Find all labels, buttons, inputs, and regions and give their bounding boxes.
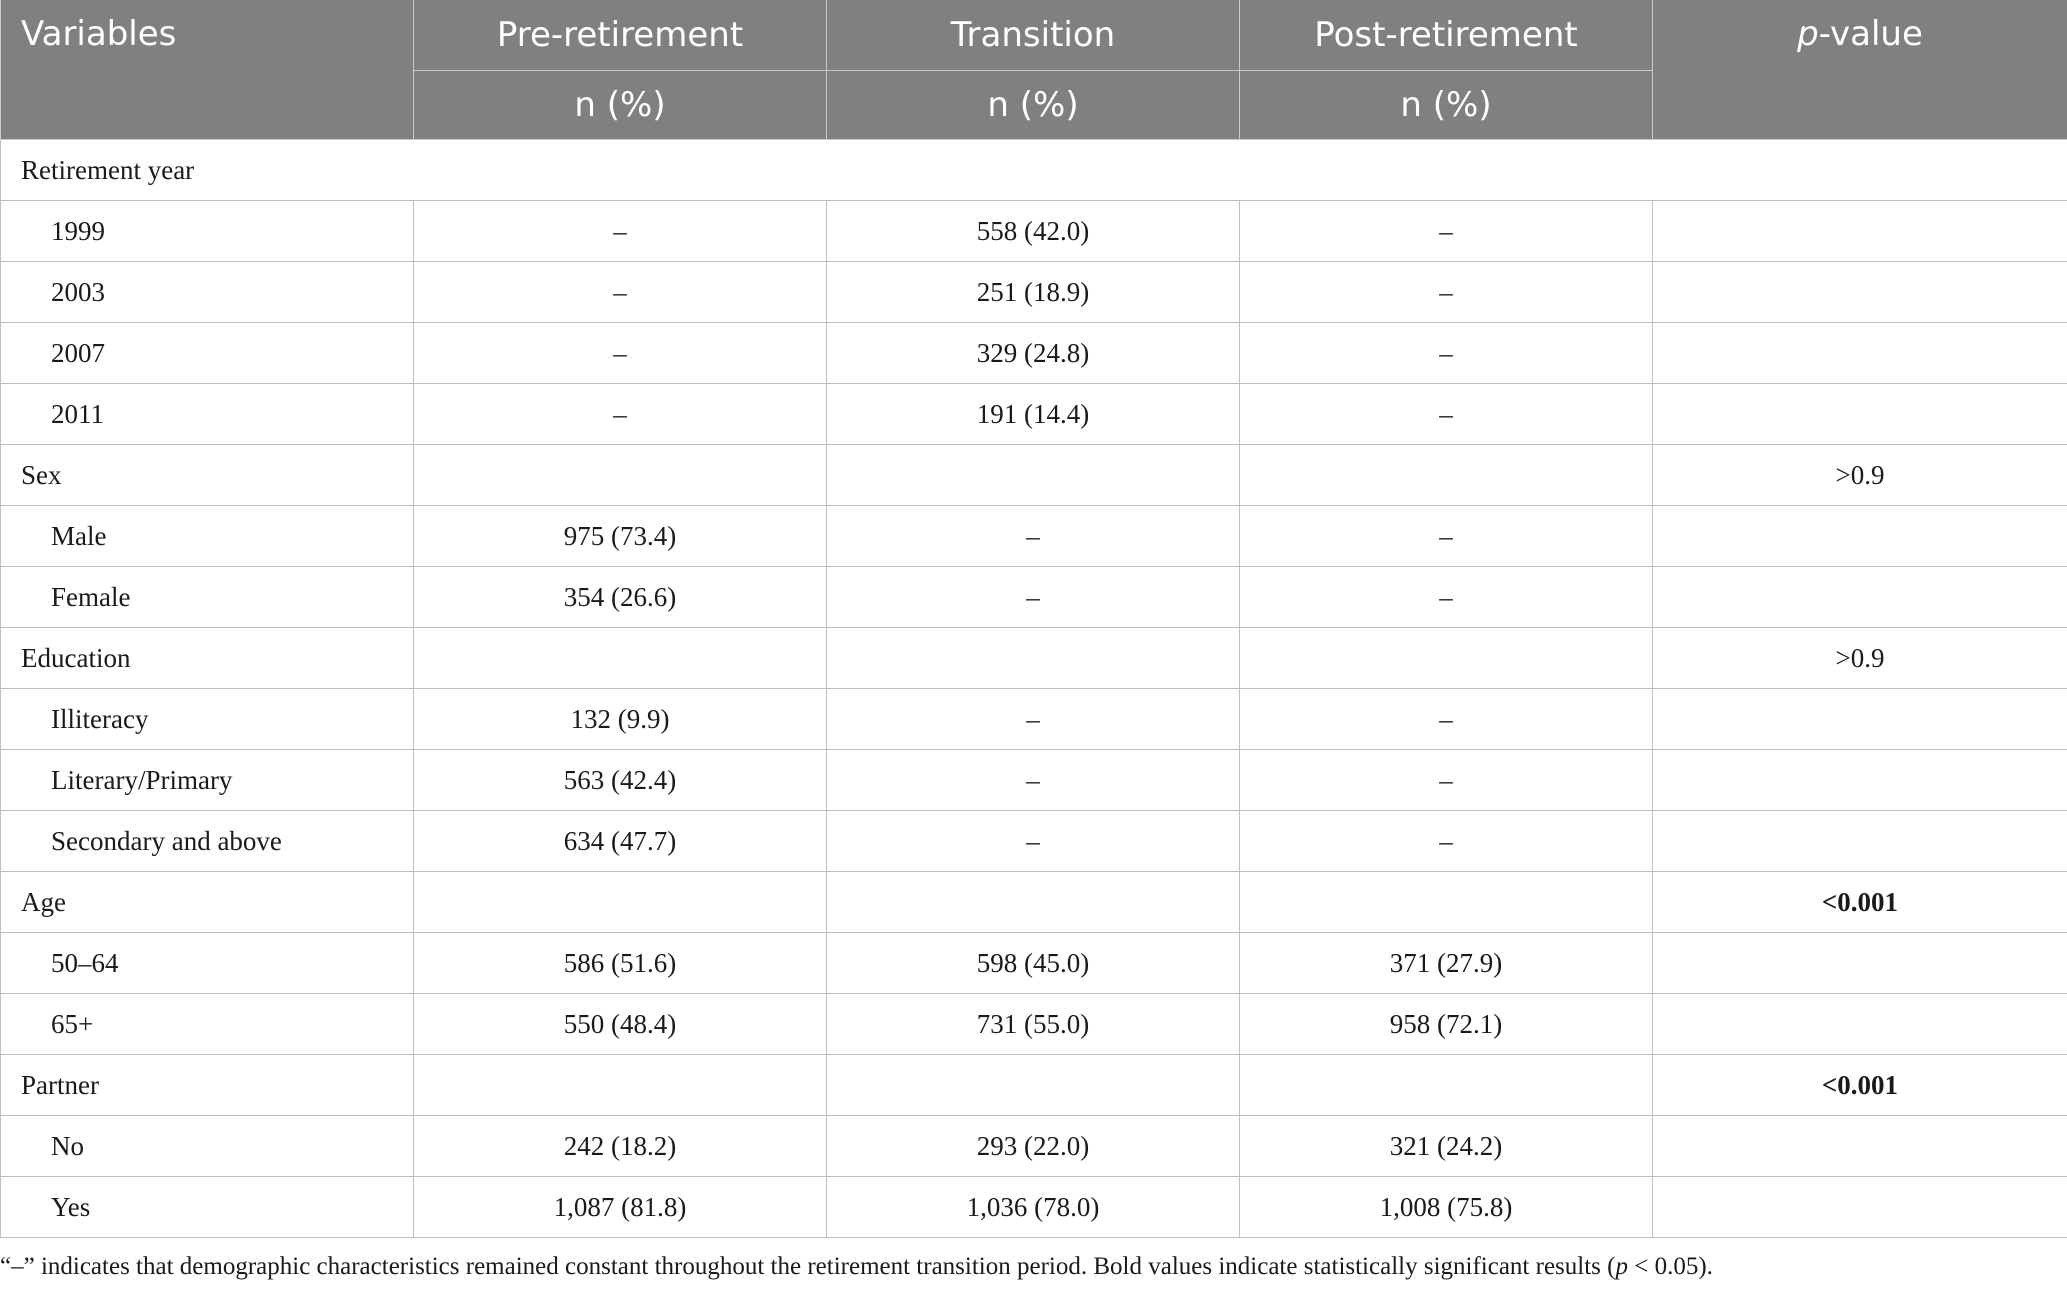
group-row-sex	[1, 445, 2067, 506]
cell-p	[1653, 506, 2067, 567]
cell-pre: 242 (18.2)	[414, 1116, 827, 1177]
cell-transition: 598 (45.0)	[827, 933, 1240, 994]
table-row	[1, 1177, 2067, 1238]
row-label: 1999	[1, 201, 414, 262]
cell-pre: –	[414, 262, 827, 323]
cell-pre: 975 (73.4)	[414, 506, 827, 567]
cell-p	[1653, 1116, 2067, 1177]
header-variables: Variables	[1, 0, 414, 140]
row-label: 65+	[1, 994, 414, 1055]
cell-pre: 563 (42.4)	[414, 750, 827, 811]
cell-p	[1653, 567, 2067, 628]
cell-p	[1653, 933, 2067, 994]
group-row-retirement-year	[1, 140, 2067, 201]
cell-p	[1653, 689, 2067, 750]
cell-p-value: <0.001	[1653, 1055, 2067, 1116]
row-label: 2011	[1, 384, 414, 445]
row-label: Female	[1, 567, 414, 628]
cell-post: 371 (27.9)	[1240, 933, 1653, 994]
cell-transition: 191 (14.4)	[827, 384, 1240, 445]
cell-p-value: >0.9	[1653, 628, 2067, 689]
cell-transition: –	[827, 689, 1240, 750]
cell-transition: 731 (55.0)	[827, 994, 1240, 1055]
cell-transition	[827, 1055, 1240, 1116]
header-p-rest: -value	[1818, 14, 1923, 54]
cell-post	[1240, 872, 1653, 933]
group-label: Sex	[1, 445, 414, 506]
cell-pre	[414, 445, 827, 506]
cell-pre: –	[414, 384, 827, 445]
cell-p	[1653, 384, 2067, 445]
table-row	[1, 811, 2067, 872]
cell-pre	[414, 628, 827, 689]
cell-transition: –	[827, 811, 1240, 872]
cell-pre: 550 (48.4)	[414, 994, 827, 1055]
cell-p	[1653, 994, 2067, 1055]
table-row	[1, 262, 2067, 323]
table-footnote	[0, 1250, 2067, 1284]
cell-post: 1,008 (75.8)	[1240, 1177, 1653, 1238]
cell-transition: 251 (18.9)	[827, 262, 1240, 323]
cell-post	[1240, 628, 1653, 689]
cell-post	[1240, 1055, 1653, 1116]
cell-transition: 558 (42.0)	[827, 201, 1240, 262]
cell-p	[1653, 750, 2067, 811]
table-row	[1, 384, 2067, 445]
row-label: Male	[1, 506, 414, 567]
cell-pre	[414, 872, 827, 933]
cell-p-value: <0.001	[1653, 872, 2067, 933]
cell-post: –	[1240, 323, 1653, 384]
cell-post: –	[1240, 384, 1653, 445]
row-label: 50–64	[1, 933, 414, 994]
footnote-part1: “–” indicates that demographic characteristics remained constant throughout the retirement transition period. Bold values indicate statistically significant results (	[0, 1253, 1616, 1280]
header-pre-retirement: Pre-retirement	[414, 0, 827, 71]
cell-transition: –	[827, 506, 1240, 567]
cell-p	[1653, 811, 2067, 872]
table-row	[1, 689, 2067, 750]
cell-transition: 293 (22.0)	[827, 1116, 1240, 1177]
footnote-p-italic: p	[1615, 1253, 1628, 1280]
cell-post: –	[1240, 567, 1653, 628]
cell-post: –	[1240, 811, 1653, 872]
group-label: Age	[1, 872, 414, 933]
cell-transition	[827, 445, 1240, 506]
cell-p	[1653, 262, 2067, 323]
row-label: Yes	[1, 1177, 414, 1238]
cell-post	[1240, 445, 1653, 506]
cell-post: 958 (72.1)	[1240, 994, 1653, 1055]
cell-pre: 1,087 (81.8)	[414, 1177, 827, 1238]
table-row	[1, 201, 2067, 262]
row-label: No	[1, 1116, 414, 1177]
row-label: 2007	[1, 323, 414, 384]
row-label: Secondary and above	[1, 811, 414, 872]
table-row	[1, 323, 2067, 384]
cell-post: –	[1240, 689, 1653, 750]
cell-p	[1653, 201, 2067, 262]
cell-transition	[827, 872, 1240, 933]
cell-post: –	[1240, 506, 1653, 567]
cell-transition: 1,036 (78.0)	[827, 1177, 1240, 1238]
table-row	[1, 994, 2067, 1055]
cell-pre: –	[414, 201, 827, 262]
header-transition: Transition	[827, 0, 1240, 71]
cell-transition: 329 (24.8)	[827, 323, 1240, 384]
subheader-pre: n (%)	[414, 71, 827, 140]
footnote-part2: < 0.05).	[1627, 1253, 1713, 1280]
group-label: Retirement year	[1, 140, 2067, 201]
table-row	[1, 750, 2067, 811]
cell-p	[1653, 323, 2067, 384]
cell-transition: –	[827, 567, 1240, 628]
header-post-retirement: Post-retirement	[1240, 0, 1653, 71]
table-body	[1, 140, 2067, 1238]
cell-p-value: >0.9	[1653, 445, 2067, 506]
cell-transition	[827, 628, 1240, 689]
subheader-post: n (%)	[1240, 71, 1653, 140]
cell-pre: 132 (9.9)	[414, 689, 827, 750]
cell-pre: 586 (51.6)	[414, 933, 827, 994]
group-row-education	[1, 628, 2067, 689]
subheader-transition: n (%)	[827, 71, 1240, 140]
table-row	[1, 506, 2067, 567]
table-row	[1, 933, 2067, 994]
cell-post: 321 (24.2)	[1240, 1116, 1653, 1177]
cell-p	[1653, 1177, 2067, 1238]
row-label: 2003	[1, 262, 414, 323]
cell-post: –	[1240, 201, 1653, 262]
header-p-italic: p	[1797, 14, 1819, 54]
table-row	[1, 567, 2067, 628]
group-label: Education	[1, 628, 414, 689]
group-label: Partner	[1, 1055, 414, 1116]
cell-pre	[414, 1055, 827, 1116]
cell-post: –	[1240, 750, 1653, 811]
cell-transition: –	[827, 750, 1240, 811]
cell-pre: 354 (26.6)	[414, 567, 827, 628]
group-row-partner	[1, 1055, 2067, 1116]
cell-pre: 634 (47.7)	[414, 811, 827, 872]
row-label: Literary/Primary	[1, 750, 414, 811]
table-header	[1, 0, 2067, 140]
row-label: Illiteracy	[1, 689, 414, 750]
cell-pre: –	[414, 323, 827, 384]
group-row-age	[1, 872, 2067, 933]
cell-post: –	[1240, 262, 1653, 323]
table-row	[1, 1116, 2067, 1177]
header-p-value	[1653, 0, 2067, 140]
